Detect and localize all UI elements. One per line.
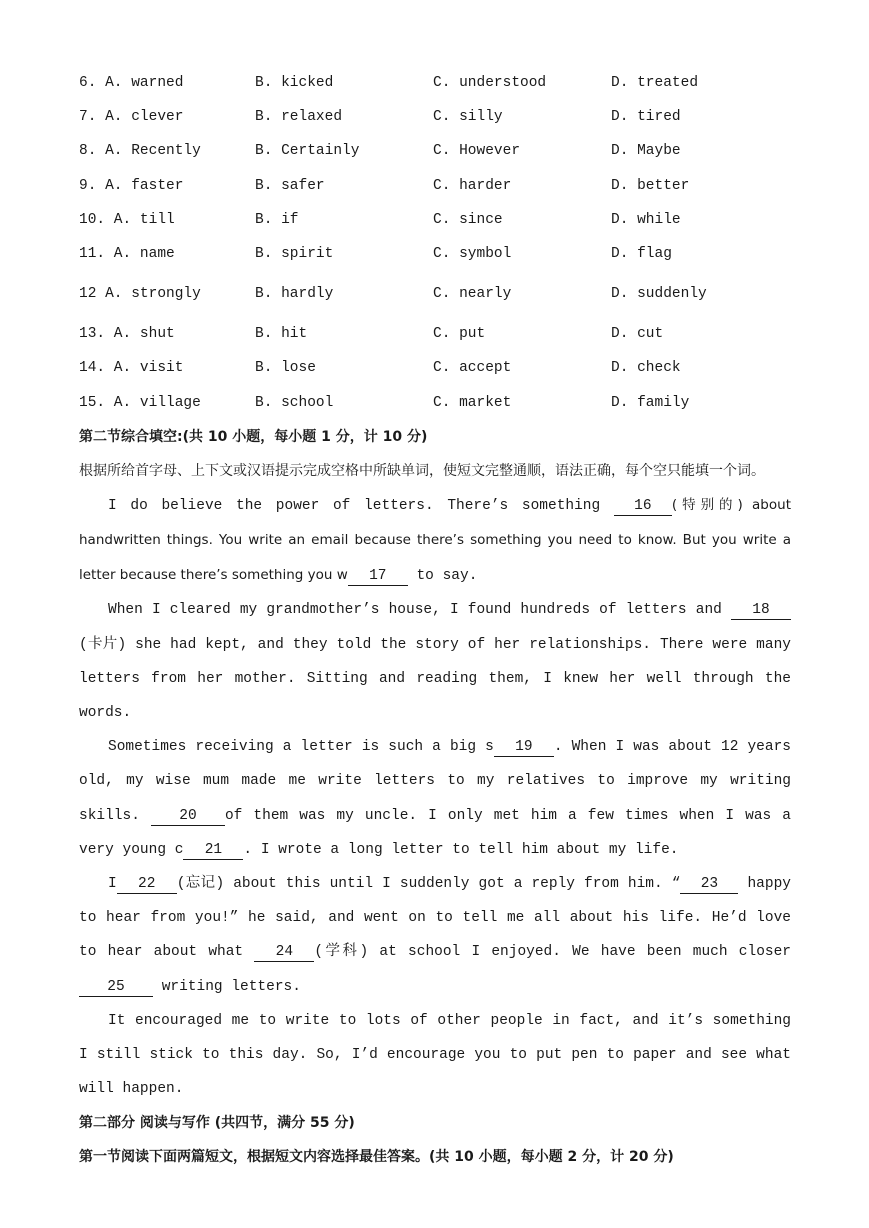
passage-text: (忘记) about this until I suddenly got a reply from him. “: [176, 875, 681, 892]
option-d: D. cut: [611, 326, 664, 343]
passage-text: It encouraged me to write to lots of other people in fact, and it’s something I still stick to this day. So, I’d encourage you to put pen to paper and see what will happen.: [79, 1012, 791, 1098]
option-a: 13. A. shut: [79, 326, 175, 343]
passage-text: (特别的) about handwritten things. You write an email because there’s something you need to know. But you write a letter because there’s something you w: [79, 496, 791, 584]
option-a: 15. A. village: [79, 394, 201, 411]
option-d: D. treated: [611, 75, 699, 92]
section2-heading: 第二节综合填空:(共 10 小题，每小题 1 分，计 10 分): [79, 428, 428, 445]
blank-24[interactable]: 24: [254, 943, 314, 962]
option-b: B. school: [255, 394, 334, 411]
blank-25[interactable]: 25: [79, 978, 153, 997]
option-d: D. while: [611, 211, 681, 228]
option-c: C. market: [433, 394, 512, 411]
option-a: 8. A. Recently: [79, 143, 201, 160]
option-a: 14. A. visit: [79, 360, 184, 377]
passage-text: I: [108, 875, 117, 892]
blank-23[interactable]: 23: [680, 875, 738, 894]
passage-text: of them was my uncle. I only met him a few times when I was a very young c: [79, 807, 791, 858]
option-b: B. kicked: [255, 75, 334, 92]
passage-text: . When I was about 12 years old, my wise mum made me write letters to my relatives to improve my writing skills.: [79, 739, 791, 824]
exam-page: [79, 66, 791, 1174]
option-row-9: [79, 169, 791, 203]
option-b: B. hardly: [255, 286, 334, 303]
passage-paragraph-4: [79, 867, 791, 1004]
option-b: B. safer: [255, 177, 325, 194]
option-d: D. better: [611, 177, 690, 194]
blank-18[interactable]: 18: [731, 601, 791, 620]
passage-paragraph-5: [79, 1004, 791, 1107]
passage-paragraph-2: [79, 593, 791, 730]
option-row-13: [79, 317, 791, 351]
blank-16[interactable]: 16: [614, 497, 672, 516]
option-b: B. relaxed: [255, 109, 343, 126]
option-row-7: [79, 100, 791, 134]
part2-sub-heading: 第一节阅读下面两篇短文，根据短文内容选择最佳答案。(共 10 小题，每小题 2 分，计 20 分): [79, 1149, 674, 1166]
option-row-11: [79, 237, 791, 271]
option-c: C. accept: [433, 360, 512, 377]
passage-text: writing letters.: [153, 978, 301, 995]
option-a: 11. A. name: [79, 246, 175, 263]
passage-text: (学科) at school I enjoyed. We have been much closer: [314, 944, 791, 961]
option-c: C. since: [433, 211, 503, 228]
options-list: [79, 66, 791, 420]
blank-22[interactable]: 22: [117, 875, 177, 894]
option-d: D. tired: [611, 109, 681, 126]
option-a: 9. A. faster: [79, 177, 184, 194]
option-a: 7. A. clever: [79, 109, 184, 126]
option-row-15: [79, 386, 791, 420]
option-c: C. However: [433, 143, 521, 160]
option-b: B. Certainly: [255, 143, 360, 160]
blank-21[interactable]: 21: [183, 841, 243, 860]
option-b: B. if: [255, 211, 299, 228]
option-c: C. nearly: [433, 286, 512, 303]
option-row-6: [79, 66, 791, 100]
option-row-12: [79, 271, 791, 317]
passage-text: (卡片) she had kept, and they told the story of her relationships. There were many letters from her mother. Sitting and reading them, I knew her well through the words.: [79, 636, 791, 721]
option-b: B. lose: [255, 360, 316, 377]
option-c: C. silly: [433, 109, 503, 126]
option-b: B. spirit: [255, 246, 334, 263]
option-d: D. Maybe: [611, 143, 681, 160]
passage-text: Sometimes receiving a letter is such a big s: [108, 739, 494, 756]
part2-heading: 第二部分 阅读与写作 (共四节，满分 55 分): [79, 1115, 355, 1132]
passage-text: I do believe the power of letters. There’s something: [108, 497, 614, 514]
blank-20[interactable]: 20: [151, 807, 225, 826]
option-d: D. check: [611, 360, 681, 377]
option-a: 12 A. strongly: [79, 286, 201, 303]
section2-instructions: 根据所给首字母、上下文或汉语提示完成空格中所缺单词，使短文完整通顺，语法正确，每个空只能填一个词。: [79, 462, 765, 479]
option-d: D. suddenly: [611, 286, 707, 303]
option-d: D. family: [611, 394, 690, 411]
option-b: B. hit: [255, 326, 308, 343]
passage-paragraph-3: [79, 730, 791, 867]
option-c: C. understood: [433, 75, 547, 92]
option-c: C. harder: [433, 177, 512, 194]
blank-19[interactable]: 19: [494, 738, 554, 757]
option-row-14: [79, 351, 791, 385]
option-row-10: [79, 203, 791, 237]
option-a: 6. A. warned: [79, 75, 184, 92]
passage-text: . I wrote a long letter to tell him about my life.: [243, 841, 679, 858]
passage-text: When I cleared my grandmother’s house, I found hundreds of letters and: [108, 602, 731, 619]
passage-text: happy to hear from you!” he said, and went on to tell me all about his life. He’d love to hear about what: [79, 875, 791, 961]
option-row-8: [79, 134, 791, 168]
option-c: C. put: [433, 326, 486, 343]
option-c: C. symbol: [433, 246, 512, 263]
option-a: 10. A. till: [79, 211, 175, 228]
blank-17[interactable]: 17: [348, 567, 408, 586]
passage-text: to say.: [407, 568, 478, 585]
option-d: D. flag: [611, 246, 672, 263]
passage-paragraph-1: [79, 488, 791, 594]
